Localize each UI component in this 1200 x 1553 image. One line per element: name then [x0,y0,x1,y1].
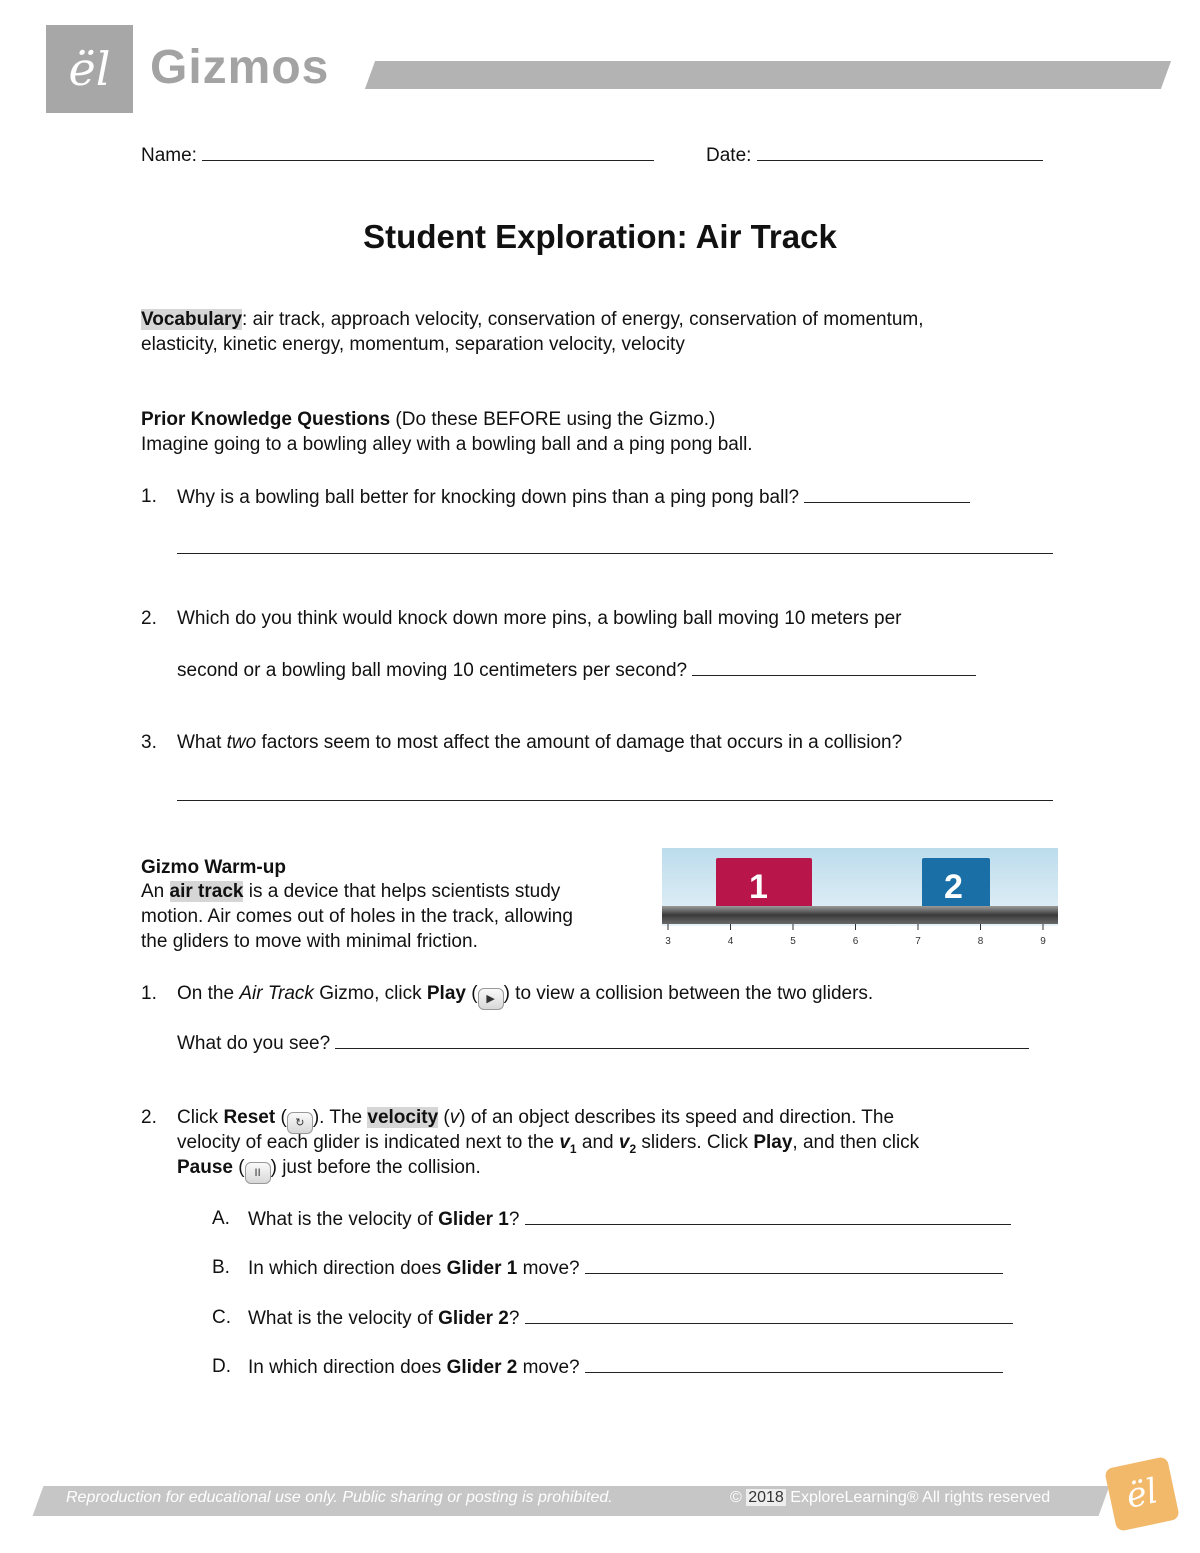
subq-b-letter: B. [212,1257,230,1278]
vocabulary-line-2: elasticity, kinetic energy, momentum, separation velocity, velocity [141,334,685,355]
q1-pre: On the [177,983,240,1004]
name-field[interactable] [202,142,654,161]
warmup-q2-number: 2. [141,1107,157,1128]
subq-d-letter: D. [212,1356,231,1377]
prior-q2-number: 2. [141,608,157,629]
prior-q2-line-2 [177,657,976,683]
air-track-figure [662,848,1058,950]
explorelearning-logo-icon: ël [68,42,111,96]
q1-mid: Gizmo, click [313,983,427,1004]
q2-v1-subscript: 1 [569,1141,577,1156]
q2-after-reset: ). The [312,1107,368,1128]
q2-click: Click [177,1107,224,1128]
scale-label-3: 3 [665,936,671,947]
brand-name: Gizmos [150,41,330,94]
q2-line3-post: ) just before the collision. [270,1157,481,1178]
air-track [662,906,1058,924]
prior-q1-text: Why is a bowling ball better for knocking down pins than a ping pong ball? [177,487,800,508]
warmup-heading: Gizmo Warm-up [141,857,286,878]
q2-after-v: ) of an object describes its speed and direction. The [459,1107,895,1128]
q2-and: and [576,1132,619,1153]
q1-play-label: Play [426,983,466,1004]
warmup-term-air-track: air track [169,881,244,902]
warmup-paragraph-line-3: the gliders to move with minimal friction. [141,931,478,952]
warmup-q1-number: 1. [141,983,157,1004]
prior-heading-text: Prior Knowledge Questions [141,409,391,430]
explorelearning-footer-logo-icon: ël [1104,1456,1180,1532]
prior-q3 [177,730,902,755]
prior-q2-answer-line[interactable] [692,657,976,676]
q2-term-velocity: velocity [367,1107,439,1128]
scale-background [662,926,1058,950]
copyright-year: 2018 [748,1489,784,1506]
subq-b [248,1255,1003,1281]
q2-pause-label: Pause [177,1157,233,1178]
glider-2[interactable] [922,858,990,910]
footer-notice: Reproduction for educational use only. Public sharing or posting is prohibited. [66,1489,613,1506]
prior-q1-number: 1. [141,486,157,507]
scale-label-5: 5 [790,936,796,947]
subq-d-pre: In which direction does [248,1357,447,1378]
q2-line2-pre: velocity of each glider is indicated next to the [177,1132,560,1153]
q2-reset-label: Reset [223,1107,276,1128]
q2-line2-post: sliders. Click [636,1132,754,1153]
q2-open-paren-2: ( [232,1157,245,1178]
header-bar [365,61,1171,89]
prior-q3-post: factors seem to most affect the amount of damage that occurs in a collision? [256,732,903,753]
scale-label-8: 8 [977,936,984,947]
warmup-q1-line-2 [177,1030,1029,1056]
scale-label-9: 9 [1040,936,1046,947]
warmup-q1-line-1 [177,981,873,1010]
subq-a-pre: What is the velocity of [248,1209,439,1230]
warmup-paragraph-line-2: motion. Air comes out of holes in the track, allowing [141,906,573,927]
subq-c-glider: Glider 2 [438,1308,509,1329]
prior-q3-number: 3. [141,732,157,753]
subq-d [248,1354,1003,1380]
subq-c-letter: C. [212,1307,231,1328]
q2-v2-subscript: 2 [629,1141,637,1156]
prior-intro: Imagine going to a bowling alley with a bowling ball and a ping pong ball. [141,434,753,455]
date-row [706,142,1043,168]
subq-c-answer-line[interactable] [525,1305,1013,1324]
scale-label-4: 4 [727,936,734,947]
copyright-text: ExploreLearning® All rights reserved [785,1489,1051,1506]
vocabulary-label: Vocabulary [141,309,243,330]
date-label: Date: [706,145,752,166]
footer-copyright [730,1489,1050,1507]
subq-b-glider: Glider 1 [446,1258,518,1279]
prior-q1-answer-line-2[interactable] [177,553,1053,554]
warmup-p-pre: An [141,881,170,902]
q2-paren: ( [438,1107,450,1128]
warmup-q2-line-3 [177,1155,481,1184]
prior-q1-answer-line-1[interactable] [804,484,970,503]
prior-q3-answer-line[interactable] [177,800,1053,801]
q2-play-label: Play [753,1132,793,1153]
prior-q3-pre: What [177,732,227,753]
q1-post: ) to view a collision between the two gliders. [503,983,874,1004]
scale-label-7: 7 [915,936,921,947]
q2-v1-symbol: v [559,1132,570,1153]
prior-q2-line-1: Which do you think would knock down more pins, a bowling ball moving 10 meters per [177,608,902,629]
subq-c-post: ? [508,1308,520,1329]
q1-gizmo-name: Air Track [239,983,314,1004]
glider-2-label: 2 [944,868,963,906]
q2-v2-symbol: v [618,1132,630,1153]
play-icon[interactable]: ▶ [478,988,504,1010]
subq-b-pre: In which direction does [248,1258,447,1279]
subq-a-answer-line[interactable] [525,1206,1011,1225]
glider-1[interactable] [716,858,812,910]
q2-v-symbol: v [449,1107,460,1128]
warmup-p-post: is a device that helps scientists study [243,881,561,902]
pause-icon[interactable]: II [245,1162,271,1184]
prior-q3-emphasis: two [226,732,257,753]
subq-b-answer-line[interactable] [585,1255,1003,1274]
name-label: Name: [141,145,197,166]
subq-a-letter: A. [212,1208,230,1229]
subq-c-pre: What is the velocity of [248,1308,439,1329]
vocabulary-line-1 [141,307,924,332]
subq-d-glider: Glider 2 [446,1357,518,1378]
page-title: Student Exploration: Air Track [363,218,837,255]
q1-open-paren: ( [465,983,478,1004]
warmup-paragraph-line-1 [141,879,560,904]
subq-b-post: move? [517,1258,580,1279]
prior-heading-note: (Do these BEFORE using the Gizmo.) [390,409,716,430]
prior-q2-text: second or a bowling ball moving 10 centimeters per second? [177,660,688,681]
copyright-symbol: © [730,1489,747,1506]
subq-a [248,1206,1011,1232]
name-row [141,142,654,168]
prior-q1 [177,484,970,510]
q2-line2-end: , and then click [792,1132,920,1153]
date-field[interactable] [757,142,1043,161]
glider-1-label: 1 [749,868,768,906]
scale-label-6: 6 [852,936,859,947]
q2-open-paren: ( [275,1107,287,1128]
subq-a-post: ? [508,1209,520,1230]
subq-a-glider: Glider 1 [438,1209,509,1230]
reset-icon[interactable]: ↻ [287,1112,313,1134]
subq-d-answer-line[interactable] [585,1354,1003,1373]
prior-knowledge-heading [141,407,715,432]
q1-answer-line[interactable] [335,1030,1029,1049]
subq-d-post: move? [517,1357,580,1378]
q1-ask: What do you see? [177,1033,331,1054]
vocabulary-terms-1: : air track, approach velocity, conservation of energy, conservation of momentum, [242,309,924,330]
subq-c [248,1305,1013,1331]
